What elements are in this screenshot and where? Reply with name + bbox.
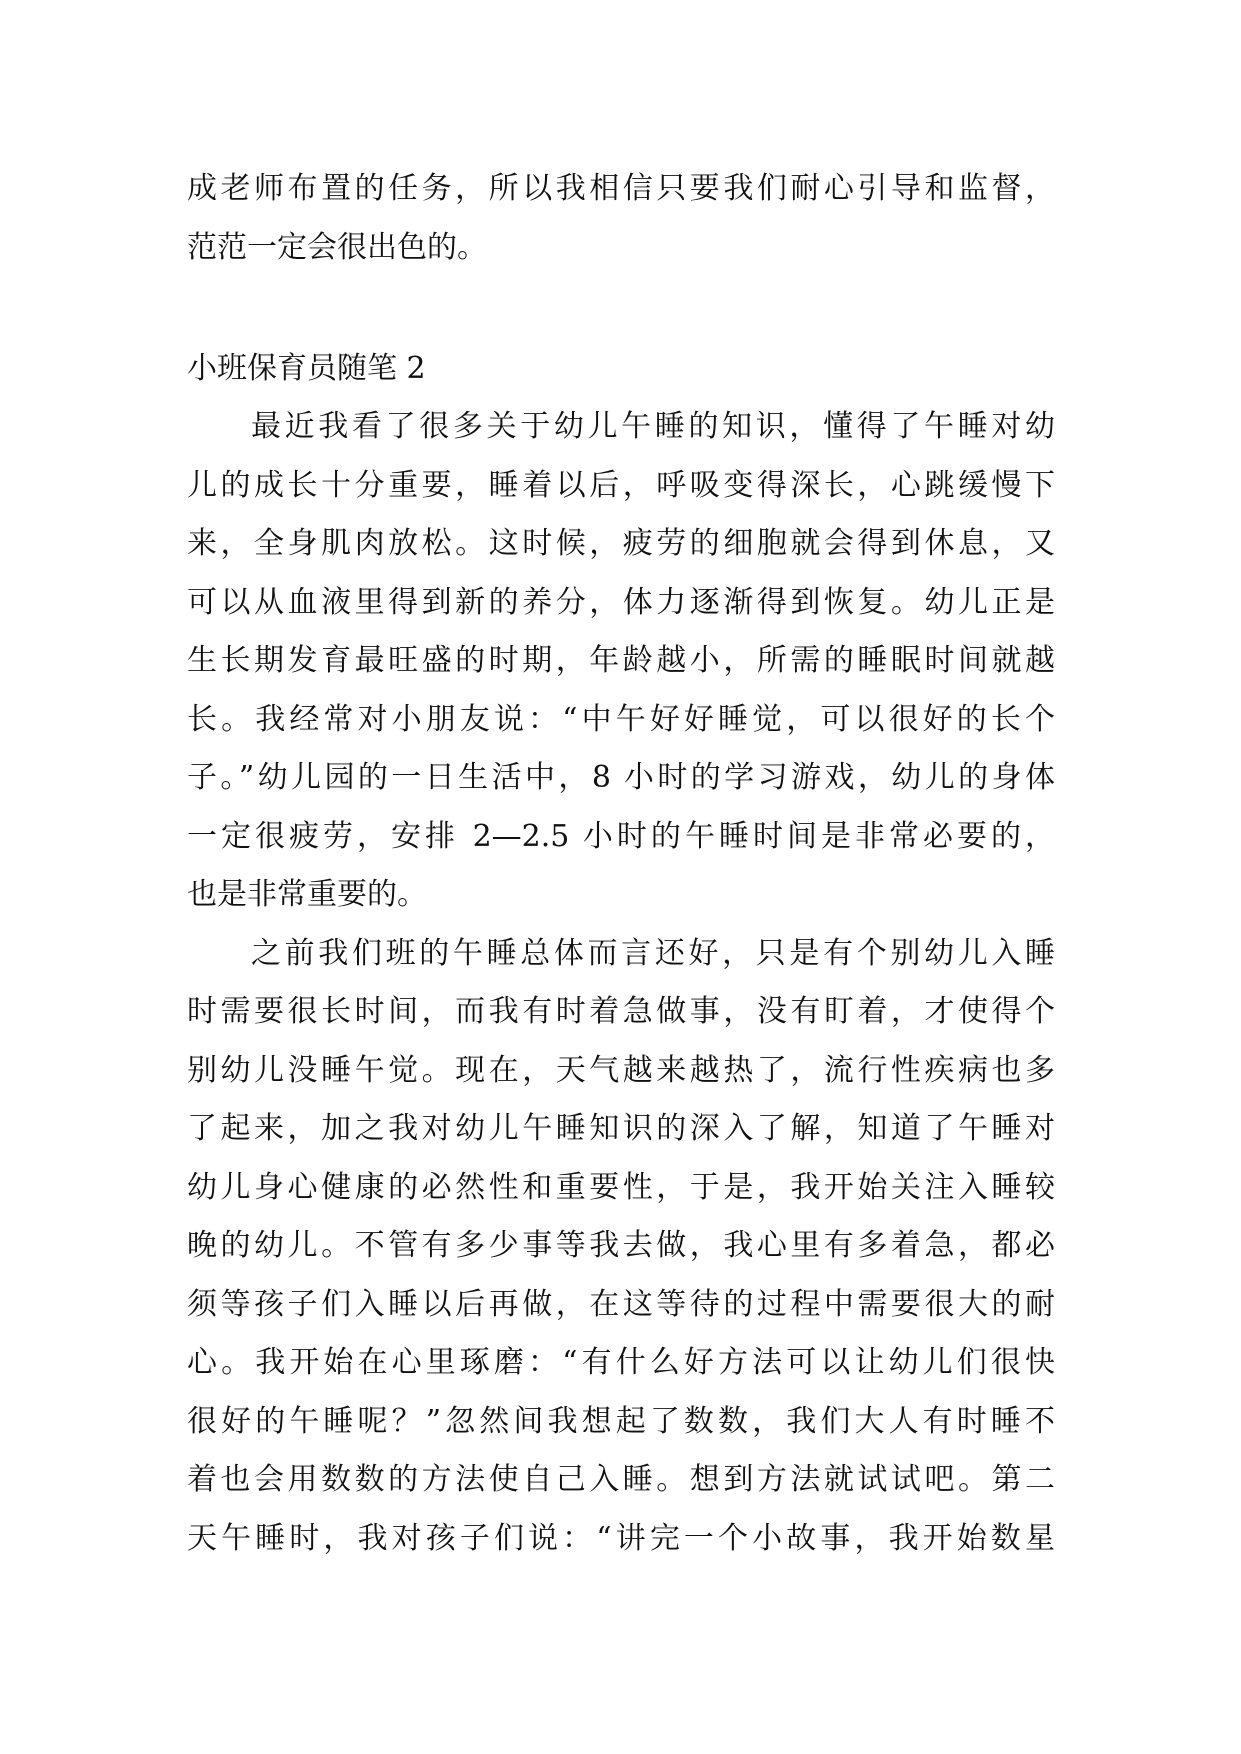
text-line: 心。我开始在心里琢磨：“有什么好方法可以让幼儿们很快	[187, 1345, 1055, 1380]
text-line: 生长期发育最旺盛的时期，年龄越小，所需的睡眠时间就越	[187, 643, 1055, 678]
text-line: 范范一定会很出色的。	[187, 229, 487, 265]
text-line: 须等孩子们入睡以后再做，在这等待的过程中需要很大的耐	[187, 1286, 1055, 1322]
text-line: 天午睡时，我对孩子们说：“讲完一个小故事，我开始数星	[187, 1520, 1055, 1556]
paragraph-1	[187, 398, 1055, 925]
text-line: 也是非常重要的。	[187, 877, 427, 912]
text-line: 之前我们班的午睡总体而言还好，只是有个别幼儿入睡	[251, 935, 1055, 971]
text-line: 着也会用数数的方法使自己入睡。想到方法就试试吧。第二	[187, 1462, 1055, 1497]
section-title	[187, 340, 1055, 399]
text-line: 成老师布置的任务，所以我相信只要我们耐心引导和监督，	[187, 171, 1055, 206]
text-line: 了起来，加之我对幼儿午睡知识的深入了解，知道了午睡对	[187, 1111, 1055, 1146]
text-line: 儿的成长十分重要，睡着以后，呼吸变得深长，心跳缓慢下	[187, 467, 1055, 503]
text-line: 子。”幼儿园的一日生活中，8 小时的学习游戏，幼儿的身体	[187, 760, 1055, 795]
text-line: 一定很疲劳，安排 2—2.5 小时的午睡时间是非常必要的，	[187, 818, 1055, 854]
text-line: 最近我看了很多关于幼儿午睡的知识，懂得了午睡对幼	[251, 409, 1055, 444]
text-line: 长。我经常对小朋友说：“中午好好睡觉，可以很好的长个	[187, 701, 1055, 737]
text-line: 很好的午睡呢？”忽然间我想起了数数，我们大人有时睡不	[187, 1403, 1055, 1439]
text-line: 幼儿身心健康的必然性和重要性，于是，我开始关注入睡较	[187, 1169, 1055, 1205]
body-text	[187, 398, 1055, 1568]
text-line: 可以从血液里得到新的养分，体力逐渐得到恢复。幼儿正是	[187, 584, 1055, 620]
text-line: 时需要很长时间，而我有时着急做事，没有盯着，才使得个	[187, 994, 1055, 1029]
section-title-text: 小班保育员随笔 2	[187, 351, 426, 386]
intro-paragraph	[187, 160, 1055, 277]
text-line: 晚的幼儿。不管有多少事等我去做，我心里有多着急，都必	[187, 1228, 1055, 1263]
text-line: 来，全身肌肉放松。这时候，疲劳的细胞就会得到休息，又	[187, 526, 1055, 561]
paragraph-2	[187, 925, 1055, 1569]
text-line: 别幼儿没睡午觉。现在，天气越来越热了，流行性疾病也多	[187, 1052, 1055, 1088]
